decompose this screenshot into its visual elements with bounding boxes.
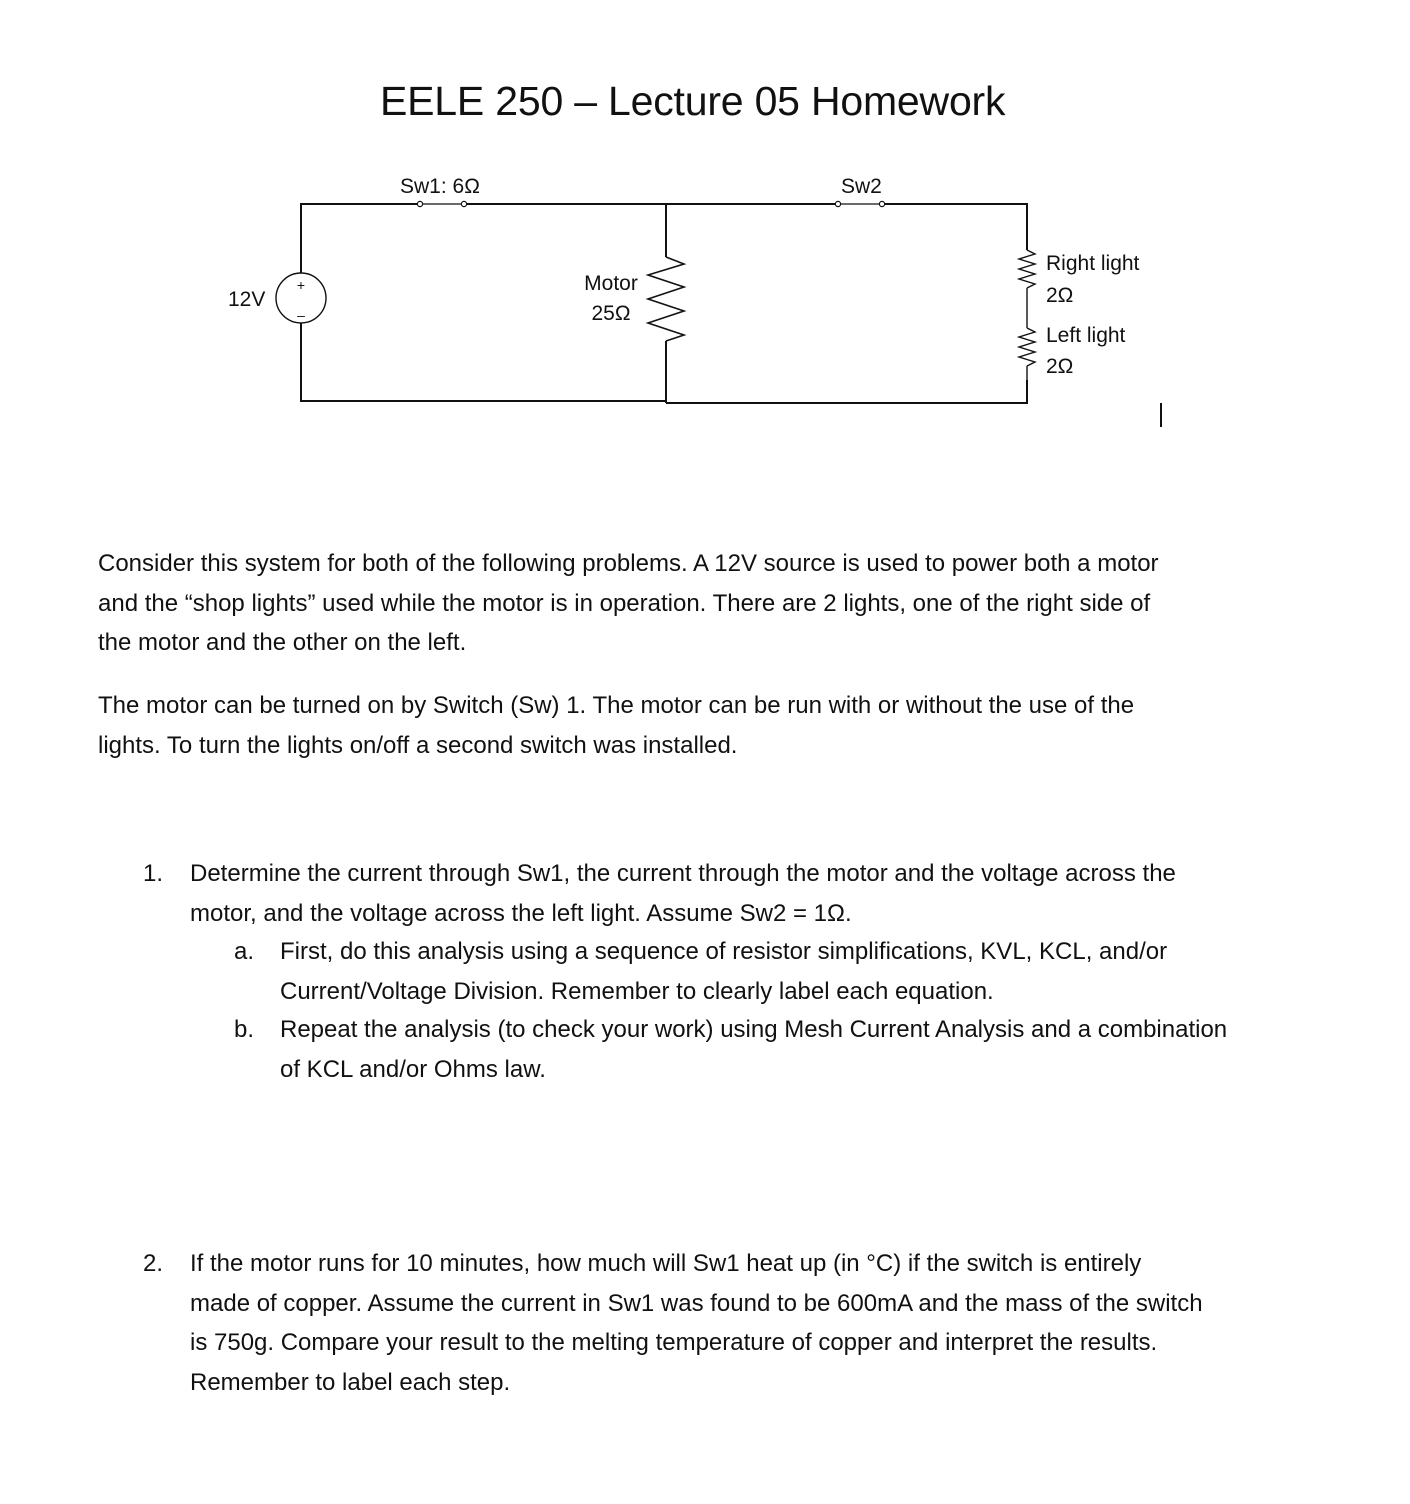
problem-1a-marker: a. — [234, 938, 255, 965]
intro-p1-line-3: the motor and the other on the left. — [98, 629, 467, 656]
problem-1a-line-1: First, do this analysis using a sequence of resistor simplifications, KVL, KCL, and/or — [280, 938, 1168, 965]
motor-value: 25Ω — [591, 302, 631, 325]
problem-1b-marker: b. — [234, 1016, 255, 1043]
problem-1-number: 1. — [143, 860, 164, 887]
page-title: EELE 250 – Lecture 05 Homework — [380, 78, 1006, 124]
intro-p1-line-1: Consider this system for both of the following problems. A 12V source is used to power both a motor — [98, 550, 1159, 577]
problem-2-line-1: If the motor runs for 10 minutes, how much will Sw1 heat up (in °C) if the switch is entirely — [190, 1250, 1142, 1277]
circuit-diagram — [0, 0, 1410, 460]
problem-1a-line-2: Current/Voltage Division. Remember to clearly label each equation. — [280, 977, 994, 1005]
intro-p2-line-1: The motor can be turned on by Switch (Sw) 1. The motor can be run with or without the use of the — [98, 692, 1135, 719]
problem-2-text — [190, 1244, 1390, 1402]
sw1-label: Sw1: 6Ω — [400, 175, 480, 198]
problem-1b-line-1: Repeat the analysis (to check your work) using Mesh Current Analysis and a combination — [280, 1016, 1228, 1043]
problem-2-number: 2. — [143, 1250, 164, 1277]
sw2-switch-symbol — [835, 201, 884, 206]
sw1-switch-symbol — [417, 201, 466, 206]
problem-2-line-3: is 750g. Compare your result to the melting temperature of copper and interpret the results. — [190, 1329, 1158, 1356]
problem-2-line-4: Remember to label each step. — [190, 1368, 511, 1396]
intro-paragraph-2 — [98, 686, 1288, 765]
left-light-label: Left light — [1046, 324, 1126, 347]
problem-1b-line-2: of KCL and/or Ohms law. — [280, 1055, 546, 1083]
wire-bottom-left — [301, 323, 666, 401]
intro-p1-line-2: and the “shop lights” used while the motor is in operation. There are 2 lights, one of the right side of — [98, 589, 1151, 617]
motor-resistor-symbol — [648, 257, 684, 341]
problem-1-text — [190, 854, 1310, 933]
problem-1a-text — [280, 932, 1380, 1011]
source-voltage-label: 12V — [228, 288, 266, 311]
sw2-label: Sw2 — [841, 175, 882, 198]
right-light-label: Right light — [1046, 252, 1140, 275]
motor-label: Motor — [584, 272, 638, 295]
source-minus-sign: – — [297, 307, 305, 323]
problem-1-line-1: Determine the current through Sw1, the current through the motor and the voltage across the — [190, 860, 1176, 887]
right-light-resistor-symbol — [1019, 250, 1035, 288]
intro-paragraph-1 — [98, 544, 1288, 663]
left-light-resistor-symbol — [1019, 328, 1035, 366]
source-plus-sign: + — [296, 277, 306, 293]
text-cursor — [1160, 403, 1162, 427]
problem-1b-text — [280, 1010, 1390, 1089]
problem-2-line-2: made of copper. Assume the current in Sw1 was found to be 600mA and the mass of the switch — [190, 1289, 1203, 1317]
right-light-value: 2Ω — [1046, 284, 1074, 307]
wire-bottom-right — [666, 380, 1027, 403]
wire-top-right — [883, 204, 1027, 250]
left-light-value: 2Ω — [1046, 355, 1074, 378]
problem-1-line-2: motor, and the voltage across the left light. Assume Sw2 = 1Ω. — [190, 899, 852, 927]
intro-p2-line-2: lights. To turn the lights on/off a second switch was installed. — [98, 731, 738, 759]
